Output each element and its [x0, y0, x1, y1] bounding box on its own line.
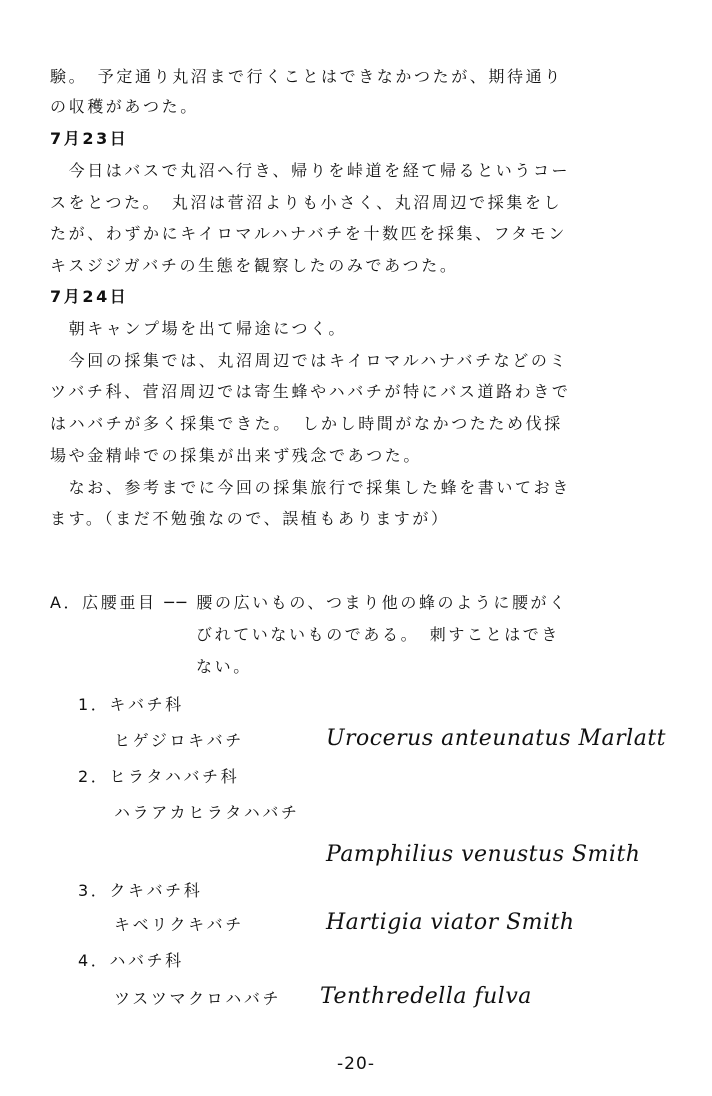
body-line: 今回の採集では、丸沼周辺ではキイロマルハナバチなどのミ [50, 351, 569, 370]
body-line: 今日はバスで丸沼へ行き、帰りを峠道を経て帰るというコー [50, 161, 571, 180]
species-scientific-name: Pamphilius venustus Smith [326, 842, 641, 867]
species-scientific-name: Tenthredella fulva [320, 984, 532, 1009]
species-japanese-name: ヒゲジロキバチ [114, 731, 244, 750]
section-description: ない。 [196, 657, 252, 676]
section-heading: A．広腰亜目 ── 腰の広いもの、つまり他の蜂のように腰がく [50, 593, 568, 612]
family-heading: 4．ハバチ科 [78, 951, 184, 970]
species-scientific-name: Hartigia viator Smith [326, 910, 575, 935]
body-line: 場や金精峠での採集が出来ず残念であつた。 [50, 446, 423, 465]
body-line: たが、わずかにキイロマルハナバチを十数匹を採集、フタモン [50, 224, 567, 243]
body-line: 験。 予定通り丸沼まで行くことはできなかつたが、期待通り [50, 67, 563, 86]
body-line: の収穫があつた。 [50, 97, 199, 116]
family-heading: 2．ヒラタハバチ科 [78, 767, 240, 786]
section-description: びれていないものである。 刺すことはでき [196, 625, 561, 644]
family-heading: 3．クキバチ科 [78, 881, 203, 900]
body-line: はハバチが多く採集できた。 しかし時間がなかつたため伐採 [50, 414, 563, 433]
body-line: ツバチ科、菅沼周辺では寄生蜂やハバチが特にバス道路わきで [50, 382, 571, 401]
date-heading: 7月23日 [50, 129, 129, 148]
date-heading: 7月24日 [50, 287, 129, 306]
body-line: 朝キャンプ場を出て帰途につく。 [50, 319, 347, 338]
body-line: なお、参考までに今回の採集旅行で採集した蜂を書いておき [50, 478, 571, 497]
body-line: ます。（まだ不勉強なので、誤植もありますが） [50, 509, 450, 528]
page-number: -20- [337, 1054, 375, 1074]
species-japanese-name: キベリクキバチ [114, 915, 244, 934]
species-japanese-name: ハラアカヒラタハバチ [114, 803, 300, 822]
species-scientific-name: Urocerus anteunatus Marlatt [326, 726, 666, 751]
body-line: キスジジガバチの生態を観察したのみであつた。 [50, 256, 459, 275]
family-heading: 1．キバチ科 [78, 695, 184, 714]
species-japanese-name: ツスツマクロハバチ [114, 989, 282, 1008]
body-line: スをとつた。 丸沼は菅沼よりも小さく、丸沼周辺で採集をし [50, 193, 563, 212]
